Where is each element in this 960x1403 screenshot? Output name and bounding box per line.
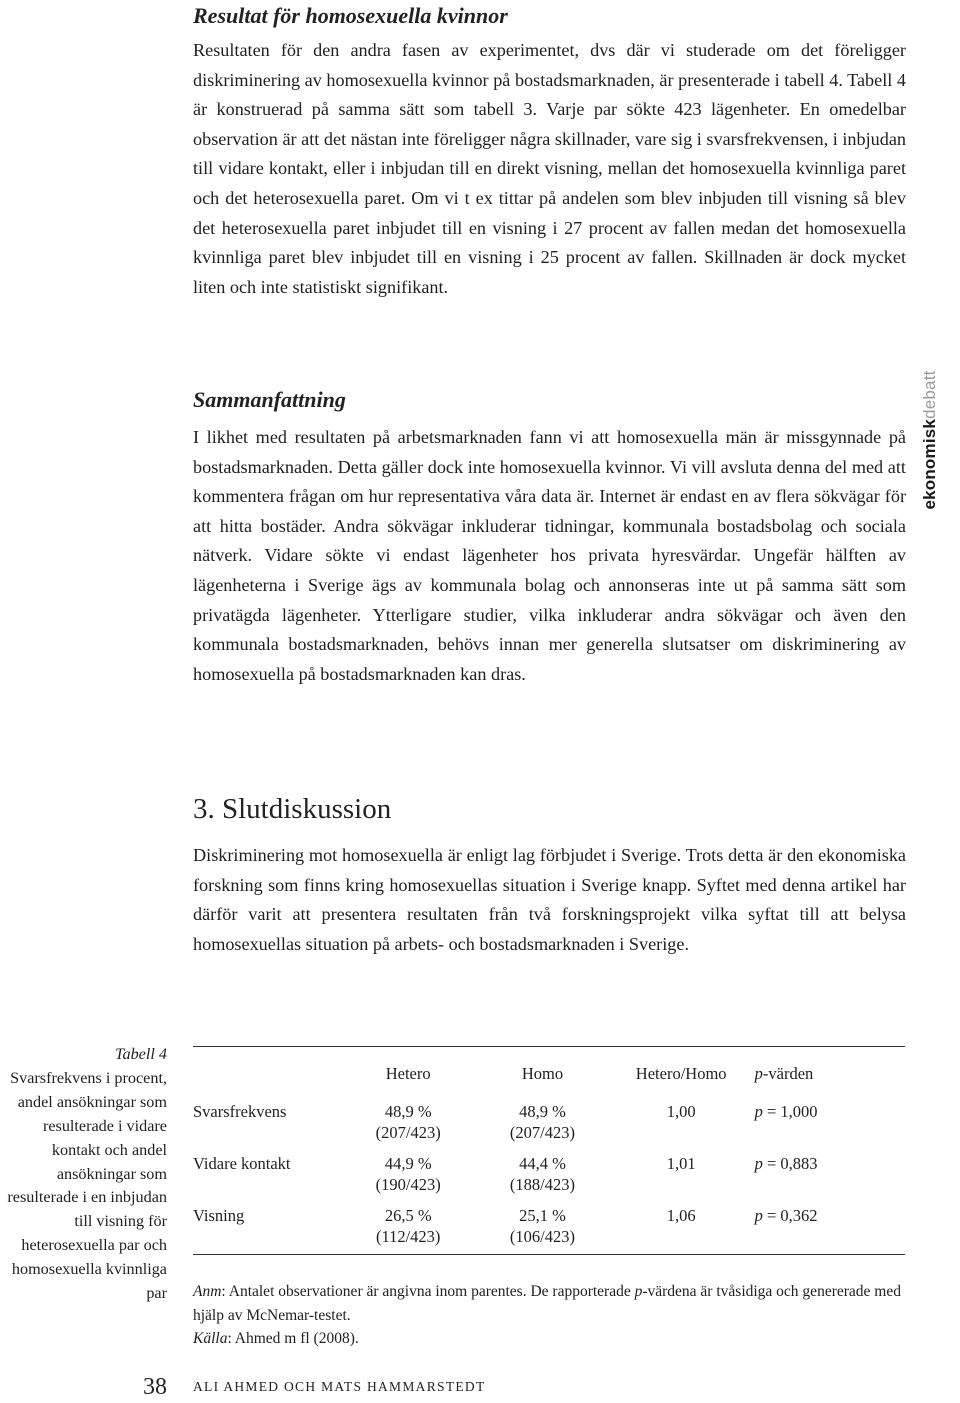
results-lesbian-section <box>193 2 906 302</box>
note-anm-label: Anm <box>193 1283 222 1300</box>
cell-ratio: 1,00 <box>666 1102 696 1121</box>
cell-hetero <box>357 1091 459 1143</box>
row-label: Visning <box>193 1206 245 1225</box>
table-bottom-rule <box>193 1254 905 1255</box>
cell-hetero-pct: 26,5 % <box>384 1206 432 1225</box>
section-paragraph: I likhet med resultaten på arbetsmarknaden fann vi att homosexuella män är missgynnade på bostadsmarknaden. Detta gäller dock inte homosexuella kvinnor. Vi vill avsluta denna del med att kommentera frågan om hur representativa våra data är. Internet är endast en av flera sökvägar för att hitta bostäder. Andra sökvägar inkluderar tidningar, kommunala bostadsbolag och sociala nätverk. Vidare sökte vi endast lägenheter hos privata hyresvärdar. Ungefär hälften av lägenheterna i Sverige ägs av kommunala bolag och annonseras inte ut på samma sätt som privatägda lägenheter. Ytterligare studier, vilka inkluderar andra sökvägar och även den kommunala bostadsmarknaden, behövs innan mer generella slutsatser om diskriminering av homosexuella på bostadsmarknaden kan dras. <box>193 427 906 684</box>
cell-homo-pct: 25,1 % <box>519 1206 566 1225</box>
table-row <box>193 1195 905 1247</box>
table-notes <box>193 1280 913 1351</box>
cell-hetero-pct: 48,9 % <box>384 1102 432 1121</box>
header-homo: Homo <box>521 1064 564 1083</box>
note-source <box>193 1327 913 1351</box>
data-table <box>193 1056 905 1247</box>
table-caption <box>0 1043 167 1306</box>
cell-hetero-n: (190/423) <box>375 1175 441 1194</box>
table-header-row <box>193 1056 905 1091</box>
header-hetero: Hetero <box>385 1064 431 1083</box>
cell-p-value: p = 1,000 <box>754 1102 818 1121</box>
cell-ratio: 1,06 <box>666 1206 696 1225</box>
brand-part-2: debatt <box>920 370 939 419</box>
cell-homo <box>459 1195 626 1247</box>
table-caption-text: Svarsfrekvens i procent, andel ansökningar som resulterade i vidare kontakt och andel ansökningar som resulterade i en inbjudan till visning för heterosexuella par och homosexuella kvinnliga par <box>7 1068 167 1303</box>
table-caption-title: Tabell 4 <box>114 1045 167 1063</box>
note-anm <box>193 1280 913 1327</box>
running-footer-authors: ALI AHMED OCH MATS HAMMARSTEDT <box>193 1379 486 1394</box>
summary-section <box>193 386 906 689</box>
brand-part-1: ekonomisk <box>920 418 939 510</box>
note-source-text: : Ahmed m fl (2008). <box>227 1330 359 1347</box>
note-anm-text: : Antalet observationer är angivna inom parentes. De rapporterade p-värdena är tvåsidiga och genererade med hjälp av McNemar-testet. <box>193 1283 901 1324</box>
page-number: 38 <box>143 1374 167 1400</box>
table-top-rule <box>193 1046 905 1047</box>
cell-p-value: p = 0,362 <box>754 1206 818 1225</box>
cell-homo-n: (188/423) <box>509 1175 575 1194</box>
section-title: Sammanfattning <box>193 387 346 412</box>
header-empty <box>193 1056 357 1091</box>
cell-homo-pct: 44,4 % <box>519 1154 566 1173</box>
header-ratio: Hetero/Homo <box>635 1064 727 1083</box>
header-p-values: p-värden <box>754 1064 814 1083</box>
cell-p-value: p = 0,883 <box>754 1154 818 1173</box>
journal-brand-vertical <box>920 370 940 509</box>
conclusion-section <box>193 791 906 959</box>
cell-hetero-pct: 44,9 % <box>384 1154 432 1173</box>
cell-homo-n: (207/423) <box>509 1123 575 1142</box>
cell-ratio: 1,01 <box>666 1154 696 1173</box>
row-label: Svarsfrekvens <box>193 1102 287 1121</box>
chapter-heading: 3. Slutdiskussion <box>193 793 392 825</box>
page-footer <box>0 1374 960 1400</box>
section-title: Resultat för homosexuella kvinnor <box>193 3 508 28</box>
cell-homo <box>459 1143 626 1195</box>
section-paragraph: Resultaten för den andra fasen av experimentet, dvs där vi studerade om det föreligger diskriminering av homosexuella kvinnor på bostadsmarknaden, är presenterade i tabell 4. Tabell 4 är konstruerad på samma sätt som tabell 3. Varje par sökte 423 lägenheter. En omedelbar observation är att det nästan inte föreligger några skillnader, vare sig i svarsfrekvensen, i inbjudan till vidare kontakt, eller i inbjudan till en direkt visning, mellan det homosexuella kvinnliga paret och det heterosexuella paret. Om vi t ex tittar på andelen som blev inbjuden till visning så blev det heterosexuella paret inbjudet till en visning i 27 procent av fallen medan det homosexuella kvinnliga paret blev inbjudet till en visning i 25 procent av fallen. Skillnaden är dock mycket liten och inte statistiskt signifikant. <box>193 40 906 297</box>
table-row <box>193 1091 905 1143</box>
table-row <box>193 1143 905 1195</box>
row-label: Vidare kontakt <box>193 1154 291 1173</box>
cell-hetero-n: (112/423) <box>375 1227 441 1246</box>
cell-homo-n: (106/423) <box>509 1227 575 1246</box>
cell-hetero <box>357 1195 459 1247</box>
note-source-label: Källa <box>193 1330 228 1347</box>
cell-homo <box>459 1091 626 1143</box>
cell-hetero <box>357 1143 459 1195</box>
cell-hetero-n: (207/423) <box>375 1123 441 1142</box>
section-paragraph: Diskriminering mot homosexuella är enligt lag förbjudet i Sverige. Trots detta är den ekonomiska forskning som finns kring homosexuellas situation i Sverige knapp. Syftet med denna artikel har därför varit att presentera resultaten från två forskningsprojekt vilka syftat till att belysa homosexuellas situation på arbets- och bostadsmarknaden i Sverige. <box>193 845 906 954</box>
cell-homo-pct: 48,9 % <box>519 1102 566 1121</box>
